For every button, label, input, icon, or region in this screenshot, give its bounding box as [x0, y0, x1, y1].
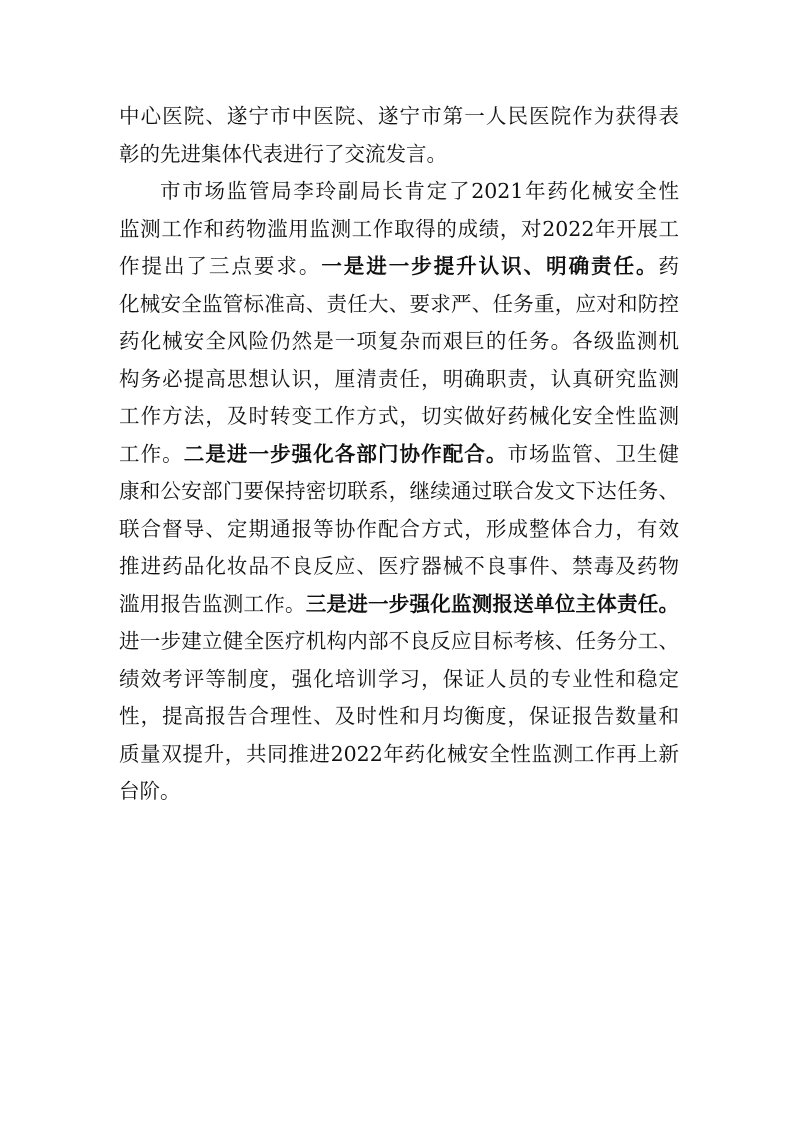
text-line: 彰的先进集体代表进行了交流发言。 [119, 141, 447, 166]
text-run: 市场监管、卫生健 [507, 441, 680, 466]
text-run: 化 [119, 291, 140, 316]
text-line: 监测工作和药物滥用监测工作取得的成绩，对2022年开展工 [119, 216, 679, 241]
text-line [119, 248, 679, 286]
text-line: 中心医院、遂宁市中医院、遂宁市第一人民医院作为获得表 [119, 104, 679, 128]
bold-heading-3: 三是进一步强化监测报送单位主体责任。 [305, 591, 679, 616]
text-run: 滥用报告监测工作。 [119, 591, 306, 616]
paragraph-1 [119, 98, 679, 173]
text-line: 性，提高报告合理性、及时性和月均衡度，保证报告数量和 [119, 704, 679, 728]
text-line: 质量双提升，共同推进2022年药化械安全性监测工作再上新 [119, 741, 679, 766]
text-line: 台阶。 [119, 779, 181, 803]
text-line: 药化械安全风险仍然是一项复杂而艰巨的任务。各级监测机 [119, 329, 679, 353]
text-run: 械安全监管标准高、责任大、要求严、任务重，应对和防控 [139, 291, 679, 316]
paragraph-2 [119, 173, 679, 811]
body-text [119, 98, 679, 811]
text-run: 药 [658, 254, 679, 278]
bold-heading-2: 二是进一步强化各部门协作配合。 [183, 441, 508, 466]
text-line [119, 286, 679, 324]
text-line: 进一步建立健全医疗机构内部不良反应目标考核、任务分工、 [119, 629, 679, 653]
text-line [119, 586, 679, 624]
text-line: 康和公安部门要保持密切联系，继续通过联合发文下达任务、 [119, 479, 679, 503]
text-line: 推进药品化妆品不良反应、医疗器械不良事件、禁毒及药物 [119, 554, 679, 578]
text-line: 市市场监管局李玲副局长肯定了2021年药化械安全性 [160, 179, 679, 203]
text-run: 作提出了三点要求。 [119, 254, 322, 278]
text-line: 构务必提高思想认识，厘清责任，明确职责，认真研究监测 [119, 366, 679, 391]
text-line: 联合督导、定期通报等协作配合方式，形成整体合力，有效 [119, 516, 679, 541]
text-line: 工作方法，及时转变工作方式，切实做好药械化安全性监测 [119, 404, 679, 428]
text-line: 绩效考评等制度，强化培训学习，保证人员的专业性和稳定 [119, 666, 679, 691]
text-line [119, 436, 679, 474]
text-run: 工作。 [119, 441, 184, 466]
bold-heading-1: 一是进一步提升认识、明确责任。 [321, 254, 659, 278]
